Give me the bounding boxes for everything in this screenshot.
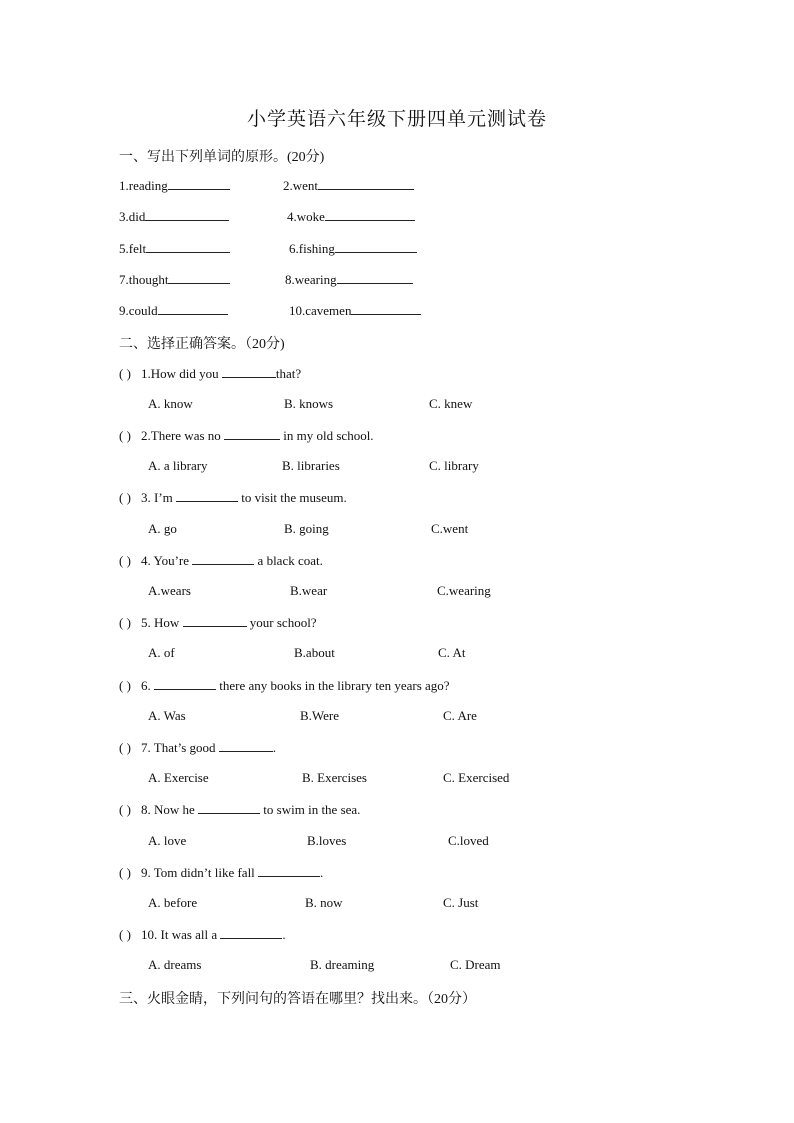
option-c: C.loved [448,833,489,848]
option-a: A. Was [148,708,186,723]
section-3-heading: 三、火眼金睛，下列问句的答语在哪里？找出来。（20分） [119,992,476,1007]
question-row: ( ) 6. there any books in the library ten years ago? [119,678,450,693]
option-c: C.went [431,521,469,536]
question-row: ( ) 5. How your school? [119,615,317,630]
option-b: B. Exercises [302,770,367,785]
question-row: ( ) 10. It was all a . [119,927,286,942]
option-c: C. Dream [450,957,501,972]
option-b: B. now [305,895,343,910]
page-title: 小学英语六年级下册四单元测试卷 [246,109,547,130]
word-item: 4.woke [287,208,415,225]
option-c: C.wearing [437,583,491,598]
option-b: B. knows [284,396,334,411]
option-c: C. Exercised [443,770,510,785]
word-item: 10.cavemen [289,302,421,319]
question-row: ( ) 1.How did you that? [119,366,302,381]
option-a: A. before [148,895,198,910]
word-item: 1.reading [119,177,230,194]
option-a: A.wears [148,583,191,598]
option-a: A. go [148,521,177,536]
word-item: 2.went [283,177,414,194]
question-row: ( ) 8. Now he to swim in the sea. [119,802,361,817]
question-row: ( ) 7. That’s good . [119,740,277,755]
option-c: C. At [438,645,466,660]
option-b: B.Were [300,708,340,723]
option-c: C. knew [429,396,473,411]
option-b: B. going [284,521,329,536]
option-b: B.loves [307,833,347,848]
section-1-heading: 一、写出下列单词的原形。(20分) [119,150,325,165]
option-c: C. library [429,458,479,473]
option-c: C. Are [443,708,477,723]
option-a: A. dreams [148,957,202,972]
option-b: B.about [294,645,335,660]
word-item: 9.could [119,302,228,319]
option-a: A. of [148,645,175,660]
question-row: ( ) 4. You’re a black coat. [119,553,323,568]
section-2-heading: 二、选择正确答案。（20分) [119,337,285,352]
question-row: ( ) 9. Tom didn’t like fall . [119,865,324,880]
word-item: 7.thought [119,271,230,288]
question-row: ( ) 3. I’m to visit the museum. [119,490,347,505]
option-a: A. a library [148,458,208,473]
word-item: 8.wearing [285,271,413,288]
option-b: B.wear [290,583,328,598]
option-b: B. dreaming [310,957,375,972]
question-row: ( ) 2.There was no in my old school. [119,428,374,443]
option-a: A. know [148,396,193,411]
option-a: A. Exercise [148,770,209,785]
word-item: 6.fishing [289,240,417,257]
word-item: 3.did [119,208,229,225]
option-b: B. libraries [282,458,340,473]
option-a: A. love [148,833,187,848]
option-c: C. Just [443,895,479,910]
word-item: 5.felt [119,240,230,257]
